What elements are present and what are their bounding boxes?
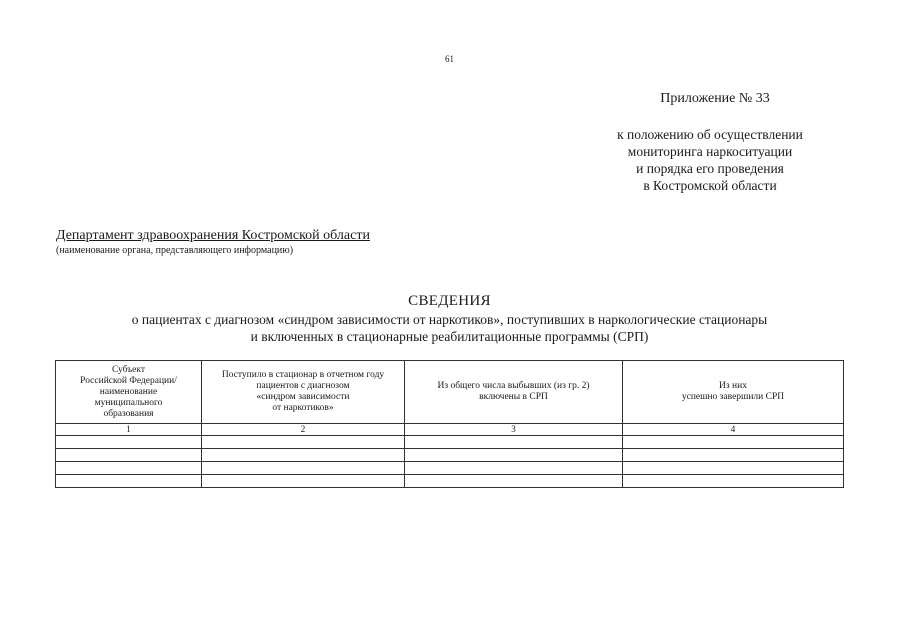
document-subtitle <box>40 311 859 345</box>
column-header-completed-srp: Из них успешно завершили СРП <box>623 361 844 424</box>
table-cell <box>405 462 623 475</box>
subtitle-line: и включенных в стационарные реабилитационные программы (СРП) <box>250 329 649 344</box>
appendix-title: Приложение № 33 <box>660 91 770 106</box>
table-cell <box>405 475 623 488</box>
column-number: 3 <box>405 424 623 436</box>
document-title: СВЕДЕНИЯ <box>408 293 491 309</box>
table-cell <box>623 436 844 449</box>
organization-caption: (наименование органа, представляющего информацию) <box>56 245 294 256</box>
table-cell <box>623 449 844 462</box>
table-row <box>56 462 844 475</box>
column-header-admitted: Поступило в стационар в отчетном году пациентов с диагнозом «синдром зависимости от наркотиков» <box>202 361 405 424</box>
table-cell <box>202 462 405 475</box>
appendix-line: мониторинга наркоситуации <box>627 144 793 159</box>
appendix-reference <box>560 126 860 194</box>
column-header-subject: Субъект Российской Федерации/ наименование муниципального образования <box>56 361 202 424</box>
column-number-row <box>56 424 844 436</box>
table-cell <box>56 462 202 475</box>
column-number: 1 <box>56 424 202 436</box>
table-row <box>56 475 844 488</box>
table-cell <box>623 462 844 475</box>
table-cell <box>405 436 623 449</box>
table-cell <box>623 475 844 488</box>
subtitle-line: о пациентах с диагнозом «синдром зависимости от наркотиков», поступивших в наркологические стационары <box>131 312 768 327</box>
column-number: 4 <box>623 424 844 436</box>
appendix-line: к положению об осуществлении <box>617 127 803 142</box>
table-row <box>56 449 844 462</box>
column-header-included-srp: Из общего числа выбывших (из гр. 2) включены в СРП <box>405 361 623 424</box>
report-table <box>55 360 844 488</box>
organization-name: Департамент здравоохранения Костромской области <box>56 228 370 243</box>
table-cell <box>56 449 202 462</box>
column-number: 2 <box>202 424 405 436</box>
table-cell <box>56 436 202 449</box>
page-number: 61 <box>445 54 454 64</box>
table-cell <box>56 475 202 488</box>
table-cell <box>202 449 405 462</box>
table-cell <box>202 436 405 449</box>
table-cell <box>202 475 405 488</box>
table-cell <box>405 449 623 462</box>
appendix-line: и порядка его проведения <box>636 161 784 176</box>
table-row <box>56 436 844 449</box>
header-row <box>56 361 844 424</box>
appendix-line: в Костромской области <box>643 178 777 193</box>
